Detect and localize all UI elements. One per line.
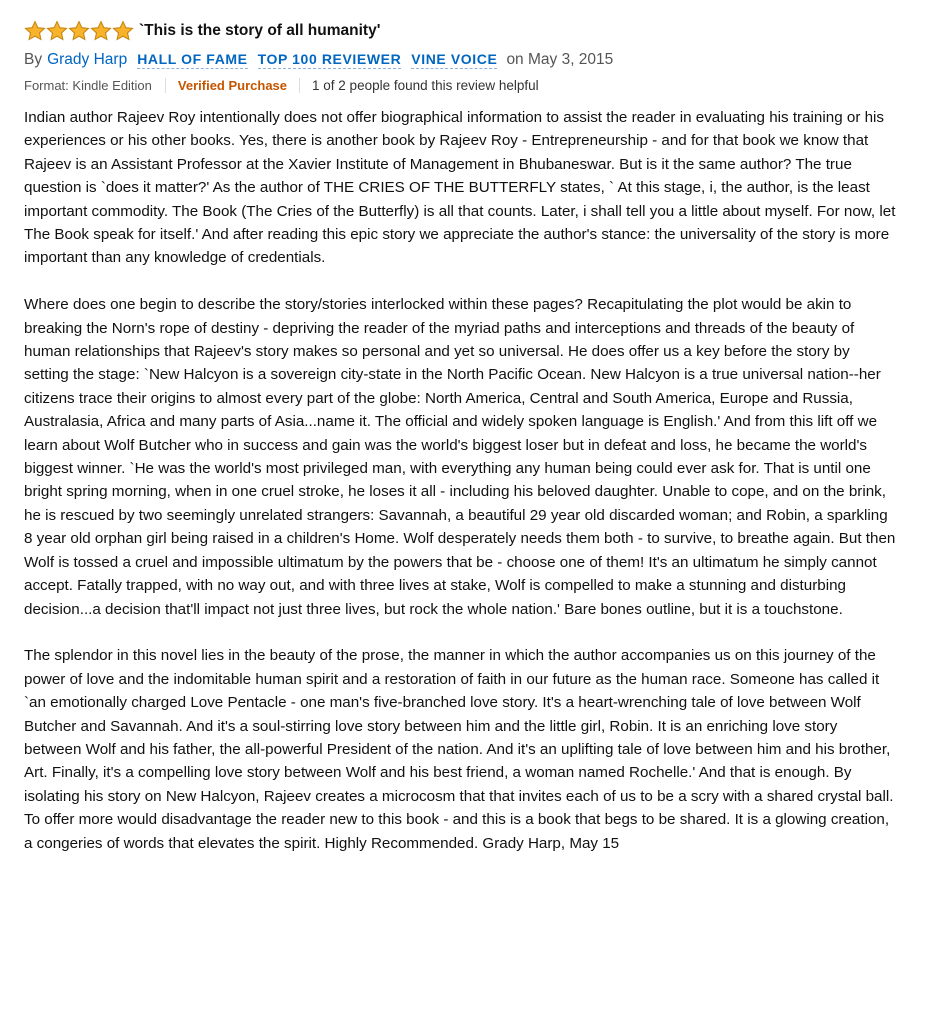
star-rating (24, 20, 134, 42)
star-icon (90, 20, 112, 42)
review-title[interactable]: `This is the story of all humanity' (139, 22, 381, 39)
review-body (24, 106, 896, 855)
badge-vine-voice[interactable]: VINE VOICE (411, 51, 498, 67)
helpful-count: 1 of 2 people found this review helpful (299, 78, 539, 93)
star-icon (112, 20, 134, 42)
format-label[interactable]: Format: Kindle Edition (24, 77, 152, 93)
star-icon (24, 20, 46, 42)
review-paragraph: The splendor in this novel lies in the beauty of the prose, the manner in which the author accompanies us on this journey of the power of love and the indomitable human spirit and a restoration of faith in our future as the human race. Someone has called it `an emotionally charged Love Pentacle - one man's five-branched love story. It's a heart-wrenching tale of love between Wolf Butcher and Savannah. And it's a soul-stirring love story between him and the little girl, Robin. It is an enriching love story between Wolf and his father, the all-powerful President of the nation. And it's an uplifting tale of love between him and his brother, Art. Finally, it's a compelling love story between Wolf and his best friend, a woman named Rochelle.' And that is enough. By isolating his story on New Halcyon, Rajeev creates a microcosm that that invites each of us to be a scry with a shared crystal ball. To offer more would disadvantage the reader new to this book - and this is a book that begs to be shared. It is a glowing creation, a congeries of words that elevates the spirit. Highly Recommended. Grady Harp, May 15 (24, 647, 894, 852)
review-paragraph: Where does one begin to describe the story/stories interlocked within these pages? Recapitulating the plot would be akin to breaking the Norn's rope of destiny - depriving the reader of the myriad paths and interceptions and threads of the beauty of human relationships that Rajeev's story makes so personal and yet so universal. He does offer us a key before the story by setting the stage: `New Halcyon is a sovereign city-state in the North Pacific Ocean. New Halcyon is a true universal nation--her citizens trace their origins to almost every part of the globe: North America, Central and South America, Europe and Russia, Australasia, Africa and many parts of Asia...name it. The official and widely spoken language is English.' And from this lift off we learn about Wolf Butcher who in success and gain was the world's biggest loser but in defeat and loss, he became the world's biggest winner. `He was the world's most privileged man, with everything any human being could ever ask for. That is until one bright spring morning, when in one cruel stroke, he loses it all - including his beloved daughter. Unable to cope, and on the brink, he is rescued by two seemingly unrelated strangers: Savannah, a beautiful 29 year old discarded woman; and Robin, a sparkling 8 year old orphan girl being raised in a children's Home. Wolf desperately needs them both - to survive, to breathe again. But then Wolf is tossed a cruel and impossible ultimatum by the powers that be - choose one of them! It's an ultimatum he simply cannot accept. Fatally trapped, with no way out, and with three lives at stake, Wolf is compelled to make a stunning and disturbing decision...a decision that'll impact not just three lives, but rock the whole nation.' Bare bones outline, but it is a touchstone. (24, 296, 896, 618)
review-header (24, 18, 904, 44)
review-meta (24, 75, 904, 95)
byline (24, 48, 904, 72)
author-link[interactable]: Grady Harp (47, 51, 128, 68)
verified-purchase-badge: Verified Purchase (165, 78, 287, 93)
review-paragraph: Indian author Rajeev Roy intentionally does not offer biographical information to assist the reader in evaluating his training or his experiences or his other books. Yes, there is another book by Rajeev Roy - Entrepreneurship - and for that book we know that Rajeev is an Assistant Professor at the Xavier Institute of Management in Bhubaneswar. But is it the same author? The true question is `does it matter?' As the author of THE CRIES OF THE BUTTERFLY states, ` At this stage, i, the author, is the least important commodity. The Book (The Cries of the Butterfly) is all that counts. Later, i shall tell you a little about myself. For now, let The Book speak for itself.' And after reading this epic story we appreciate the author's stance: the universality of the story is more important than any knowledge of credentials. (24, 109, 896, 267)
review-date: on May 3, 2015 (506, 51, 614, 68)
badge-top-100-reviewer[interactable]: TOP 100 REVIEWER (257, 51, 402, 67)
star-icon (68, 20, 90, 42)
badge-hall-of-fame[interactable]: HALL OF FAME (137, 51, 248, 67)
star-icon (46, 20, 68, 42)
by-label: By (24, 51, 43, 68)
